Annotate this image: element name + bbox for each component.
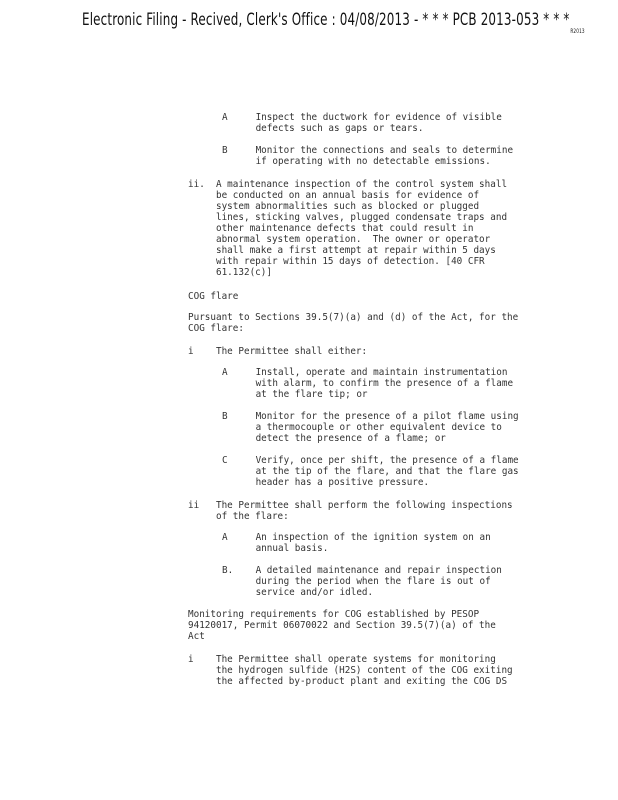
- text-line: at the flare tip; or: [222, 389, 368, 400]
- text-line: i The Permittee shall either:: [188, 346, 368, 357]
- text-line: A Inspect the ductwork for evidence of visible: [222, 112, 502, 123]
- text-line: B Monitor for the presence of a pilot flame using: [222, 411, 519, 422]
- text-line: lines, sticking valves, plugged condensate traps and: [188, 212, 508, 223]
- text-line: be conducted on an annual basis for evidence of: [188, 190, 480, 201]
- section-heading: COG flare: [188, 291, 239, 302]
- text-line: of the flare:: [188, 511, 289, 522]
- text-line: A Install, operate and maintain instrumentation: [222, 367, 508, 378]
- text-line: 94120017, Permit 06070022 and Section 39.5(7)(a) of the: [188, 620, 496, 631]
- text-line: the affected by-product plant and exiting the COG DS: [188, 676, 508, 687]
- text-line: with alarm, to confirm the presence of a flame: [222, 378, 514, 389]
- text-line: abnormal system operation. The owner or operator: [188, 234, 491, 245]
- text-line: ii. A maintenance inspection of the control system shall: [188, 179, 508, 190]
- text-line: 61.132(c)]: [188, 267, 272, 278]
- text-line: during the period when the flare is out of: [222, 576, 491, 587]
- text-line: Monitoring requirements for COG established by PESOP: [188, 609, 480, 620]
- text-line: annual basis.: [222, 543, 329, 554]
- filing-stamp-text: Electronic Filing - Recived, Clerk's Office : 04/08/2013 - * * * PCB 2013-053 * * *: [82, 10, 570, 30]
- text-line: C Verify, once per shift, the presence of a flame: [222, 455, 519, 466]
- text-line: shall make a first attempt at repair within 5 days: [188, 245, 496, 256]
- text-line: if operating with no detectable emissions.: [222, 156, 491, 167]
- text-line: detect the presence of a flame; or: [222, 433, 446, 444]
- text-line: the hydrogen sulfide (H2S) content of the COG exiting: [188, 665, 513, 676]
- text-line: Act: [188, 631, 205, 642]
- text-line: with repair within 15 days of detection. [40 CFR: [188, 256, 485, 267]
- text-line: COG flare:: [188, 323, 244, 334]
- text-line: service and/or idled.: [222, 587, 374, 598]
- text-line: i The Permittee shall operate systems for monitoring: [188, 654, 496, 665]
- text-line: system abnormalities such as blocked or plugged: [188, 201, 480, 212]
- text-line: A An inspection of the ignition system on an: [222, 532, 491, 543]
- filing-stamp-small: R2013: [570, 28, 585, 35]
- text-line: a thermocouple or other equivalent device to: [222, 422, 502, 433]
- text-line: header has a positive pressure.: [222, 477, 430, 488]
- text-line: ii The Permittee shall perform the following inspections: [188, 500, 513, 511]
- text-line: other maintenance defects that could result in: [188, 223, 474, 234]
- text-line: B. A detailed maintenance and repair inspection: [222, 565, 502, 576]
- text-line: B Monitor the connections and seals to determine: [222, 145, 514, 156]
- text-line: Pursuant to Sections 39.5(7)(a) and (d) of the Act, for the: [188, 312, 519, 323]
- text-line: at the tip of the flare, and that the flare gas: [222, 466, 519, 477]
- text-line: defects such as gaps or tears.: [222, 123, 424, 134]
